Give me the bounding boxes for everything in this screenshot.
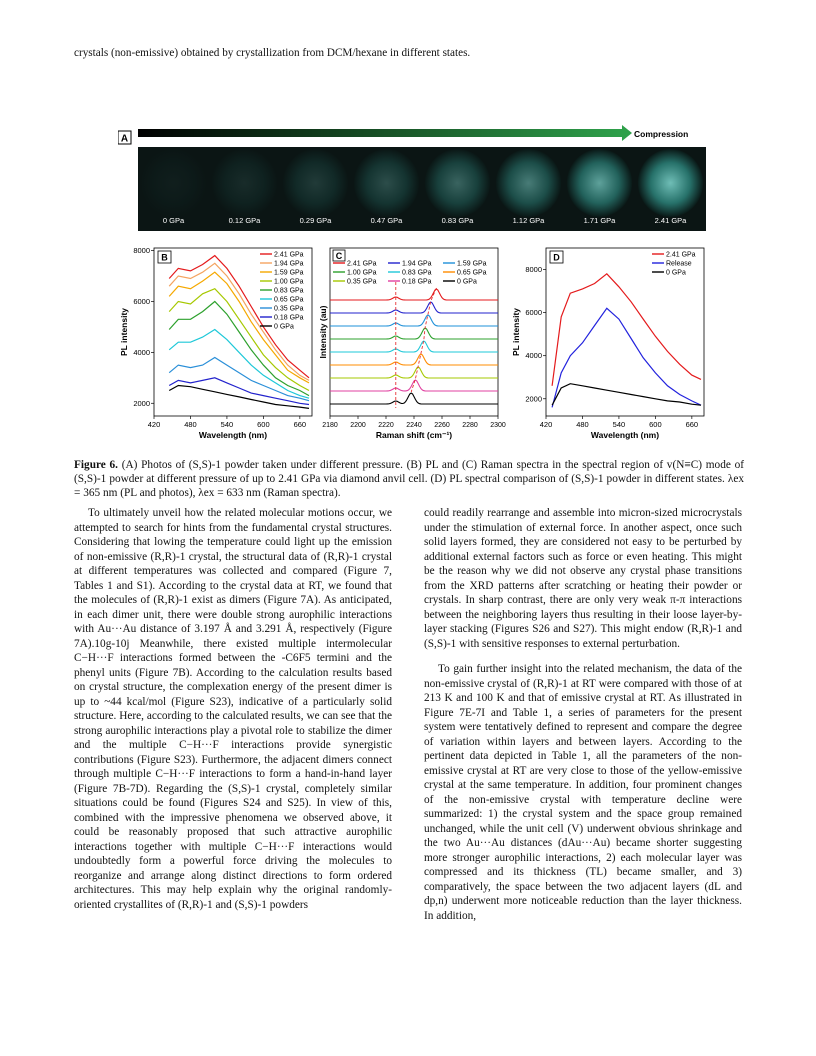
photo-glow-2 bbox=[283, 149, 348, 217]
caption-label: Figure 6. bbox=[74, 459, 118, 471]
raman-series-0.83-gpa bbox=[330, 341, 498, 352]
legend-label: 0.83 GPa bbox=[402, 269, 432, 277]
legend-label: Release bbox=[666, 260, 692, 268]
legend-label: 1.59 GPa bbox=[457, 260, 487, 268]
y-tick-label: 2000 bbox=[525, 394, 542, 404]
y-tick-label: 8000 bbox=[525, 265, 542, 275]
caption-text: (A) Photos of (S,S)-1 powder taken under different pressure. (B) PL and (C) Raman spectra in the spectral region of v(N≡C) mode of (S,S)-1 powder at different pressure of up to 2.41 GPa via diamond anvil cell. (D) PL spectral comparison of (S,S)-1 powder in different states. λex = 365 nm (PL and photos), λex = 633 nm (Raman spectra). bbox=[74, 459, 744, 500]
photo-glow-1 bbox=[212, 149, 277, 217]
y-tick-label: 4000 bbox=[133, 347, 150, 357]
photo-pressure-label-5: 1.12 GPa bbox=[512, 216, 545, 225]
photo-glow-7 bbox=[638, 149, 703, 217]
x-tick-label: 2200 bbox=[350, 422, 366, 429]
raman-series-1.00-gpa bbox=[330, 328, 498, 339]
photo-glow-6 bbox=[567, 149, 632, 217]
legend-label: 0 GPa bbox=[457, 278, 477, 286]
right-paragraph-2: To gain further insight into the related mechanism, the data of the non-emissive crystal of (R,R)-1 at RT were compared with those of at 213 K and 100 K and that of emissive crystal at RT. As illustrated in Figure 7E-7I and Table 1, a series of parameters for the present system were tentatively defined to represent and compare the degree of variation within layers and between layers. According to the pertinent data depicted in Table 1, all the parameters of the non-emissive crystal at RT are very close to those of the yellow-emissive crystal at the same temperature. In addition, four prominent changes of the non-emissive crystal with temperature decline were summarized: 1) the crystal system and the space group remained unchanged, while the unit cell (V) underwent obvious shrinkage and the two Au···Au distances (dAu···Au) became shorter suggesting more stronger aurophilic interactions, 2) each molecular layer was compressed and its thickness (TL) became smaller, and 3) comparatively, the space between the two adjacent layers (dL and dp,n) underwent more noticeable reduction than the layer thickness. In addition, bbox=[424, 663, 742, 922]
top-text-line: crystals (non-emissive) obtained by crystallization from DCM/hexane in different states. bbox=[74, 47, 471, 59]
legend-label: 1.00 GPa bbox=[274, 278, 304, 286]
panel-b-pl-chart bbox=[118, 240, 318, 445]
x-tick-label: 600 bbox=[649, 420, 662, 429]
raman-series-1.94-gpa bbox=[330, 302, 498, 313]
right-column bbox=[424, 506, 742, 923]
y-tick-label: 4000 bbox=[525, 351, 542, 361]
series-line-0-gpa bbox=[169, 386, 309, 409]
legend-label: 2.41 GPa bbox=[274, 251, 304, 259]
y-tick-label: 6000 bbox=[525, 308, 542, 318]
photo-pressure-label-0: 0 GPa bbox=[162, 216, 185, 225]
x-tick-label: 420 bbox=[539, 420, 553, 429]
legend-label: 0 GPa bbox=[666, 269, 686, 277]
y-tick-label: 6000 bbox=[133, 296, 150, 306]
series-line-0.35-gpa bbox=[169, 358, 309, 401]
x-tick-label: 660 bbox=[685, 420, 699, 429]
x-axis-label: Wavelength (nm) bbox=[590, 430, 660, 440]
x-tick-label: 420 bbox=[147, 420, 161, 429]
panel-a-label: A bbox=[120, 133, 129, 145]
figure-6 bbox=[118, 125, 714, 445]
x-tick-label: 2240 bbox=[406, 422, 422, 429]
legend-label: 1.00 GPa bbox=[347, 269, 377, 277]
panel-label: C bbox=[335, 251, 343, 261]
panel-d-pl-comparison-chart bbox=[510, 240, 710, 445]
raman-series-0.65-gpa bbox=[330, 354, 498, 365]
y-tick-label: 8000 bbox=[133, 246, 150, 256]
photo-pressure-label-2: 0.29 GPa bbox=[299, 216, 332, 225]
legend-label: 0.65 GPa bbox=[274, 296, 304, 304]
x-tick-label: 2280 bbox=[462, 422, 478, 429]
panel-label: B bbox=[161, 252, 168, 263]
panel-label: D bbox=[553, 252, 560, 263]
raman-series-2.41-gpa bbox=[330, 289, 498, 300]
left-paragraph: To ultimately unveil how the related molecular motions occur, we attempted to search for hints from the fundamental crystal structures. Considering that lowing the temperature could light up the emission of non-emissive (R,R)-1 crystal, the structural data of (R,R)-1 crystal at different temperatures was collected and compared (Figure 7, Tables 1 and S1). According to the crystal data at RT, we found that the molecules of (R,R)-1 exist as dimers (Figure 7A). As anticipated, in each dimer unit, there were double strong aurophilic interactions with Au···Au distance of 3.197 Å and 3.291 Å, respectively (Figure 7A).10g-10j Meanwhile, there existed multiple intermolecular C−H···F interactions formed between the -C6F5 termini and the phenyl units (Figure 7B). According to the calculation results based on crystal structure, the complexation energy of the present dimer is up to ~44 kcal/mol (Figure S23), indicative of a particularly solid structure. Here, according to the calculated results, we can see that the strong aurophilic interactions play a pivotal role to stabilize the dimer and the multiple C−H···F interactions provide synergistic contributions (Figure S23). Furthermore, the adjacent dimers connect through multiple C−H···F interactions to form a hand-in-hand layer (Figure 7B-7D). Regarding the (S,S)-1 crystal, completely similar situations could be found (Figures S24 and S25). In view of this, combined with the impressive phenomena we observed above, it could be reasonably proposed that such attractive aurophilic interactions together with multiple C−H···F interactions would undoubtedly form a powerful force driving the molecules to reorganize and arrange along distinct directions to form ordered architectures. This may help explain why the original randomly-oriented crystallites of (R,R)-1 and (S,S)-1 powders bbox=[74, 507, 392, 911]
series-line-release bbox=[552, 308, 701, 407]
raman-series-1.59-gpa bbox=[330, 315, 498, 326]
x-axis-label: Raman shift (cm⁻¹) bbox=[375, 430, 453, 440]
photo-glow-0 bbox=[141, 149, 206, 217]
series-line-1.00-gpa bbox=[169, 289, 309, 391]
legend-label: 1.94 GPa bbox=[274, 260, 304, 268]
legend-label: 1.59 GPa bbox=[274, 269, 304, 277]
legend-label: 0.83 GPa bbox=[274, 287, 304, 295]
photo-pressure-label-3: 0.47 GPa bbox=[370, 216, 403, 225]
compression-label: Compression bbox=[634, 129, 689, 139]
raman-series-0.35-gpa bbox=[330, 367, 498, 378]
photo-glow-4 bbox=[425, 149, 490, 217]
x-tick-label: 2180 bbox=[322, 422, 338, 429]
photo-glow-3 bbox=[354, 149, 419, 217]
legend-label: 0.18 GPa bbox=[402, 278, 432, 286]
x-tick-label: 600 bbox=[257, 420, 270, 429]
photo-pressure-label-6: 1.71 GPa bbox=[583, 216, 616, 225]
right-paragraph-continued: could readily rearrange and assemble into micron-sized microcrystals under the stimulation of external force. In another aspect, once such solid layers formed, they are considered not easy to be perturbed by additional external factors such as force or even heating. This might be the reason why we did not observe any crystal phase transitions from the XRD patterns after scratching or heating their powder or crystals. In sharp contrast, there are only very weak π-π interactions between the neighboring layers thus resulting in their loose layer-by-layer stacking (Figures S26 and S27). This might endow (R,R)-1 and (S,S)-1 with sensitive responses to external perturbation. bbox=[424, 507, 742, 650]
y-axis-label: Intensity (au) bbox=[318, 305, 328, 359]
series-line-2.41-gpa bbox=[552, 274, 701, 386]
legend-label: 0.35 GPa bbox=[347, 278, 377, 286]
raman-series-0.18-gpa bbox=[330, 380, 498, 391]
compression-arrow-shaft bbox=[138, 129, 622, 137]
legend-label: 0 GPa bbox=[274, 323, 294, 331]
panel-c-raman-chart bbox=[316, 240, 506, 445]
x-tick-label: 2300 bbox=[490, 422, 506, 429]
legend-label: 2.41 GPa bbox=[347, 260, 377, 268]
y-tick-label: 2000 bbox=[133, 398, 150, 408]
photo-pressure-label-1: 0.12 GPa bbox=[228, 216, 261, 225]
legend-label: 1.94 GPa bbox=[402, 260, 432, 268]
photo-pressure-label-4: 0.83 GPa bbox=[441, 216, 474, 225]
compression-arrow-head bbox=[622, 125, 632, 141]
left-column bbox=[74, 506, 392, 912]
y-axis-label: PL intensity bbox=[119, 307, 129, 357]
x-tick-label: 480 bbox=[184, 420, 197, 429]
photo-pressure-label-7: 2.41 GPa bbox=[654, 216, 687, 225]
x-tick-label: 2220 bbox=[378, 422, 394, 429]
x-tick-label: 480 bbox=[576, 420, 589, 429]
legend-label: 0.35 GPa bbox=[274, 305, 304, 313]
figure-caption bbox=[74, 458, 744, 501]
x-axis-label: Wavelength (nm) bbox=[198, 430, 268, 440]
raman-series-0-gpa bbox=[330, 393, 498, 404]
x-tick-label: 660 bbox=[293, 420, 307, 429]
photo-glow-5 bbox=[496, 149, 561, 217]
legend-label: 2.41 GPa bbox=[666, 251, 696, 259]
legend-label: 0.18 GPa bbox=[274, 314, 304, 322]
legend-label: 0.65 GPa bbox=[457, 269, 487, 277]
x-tick-label: 2260 bbox=[434, 422, 450, 429]
x-tick-label: 540 bbox=[220, 420, 234, 429]
y-axis-label: PL intensity bbox=[511, 307, 521, 357]
panel-a-photos bbox=[118, 125, 714, 235]
x-tick-label: 540 bbox=[612, 420, 626, 429]
